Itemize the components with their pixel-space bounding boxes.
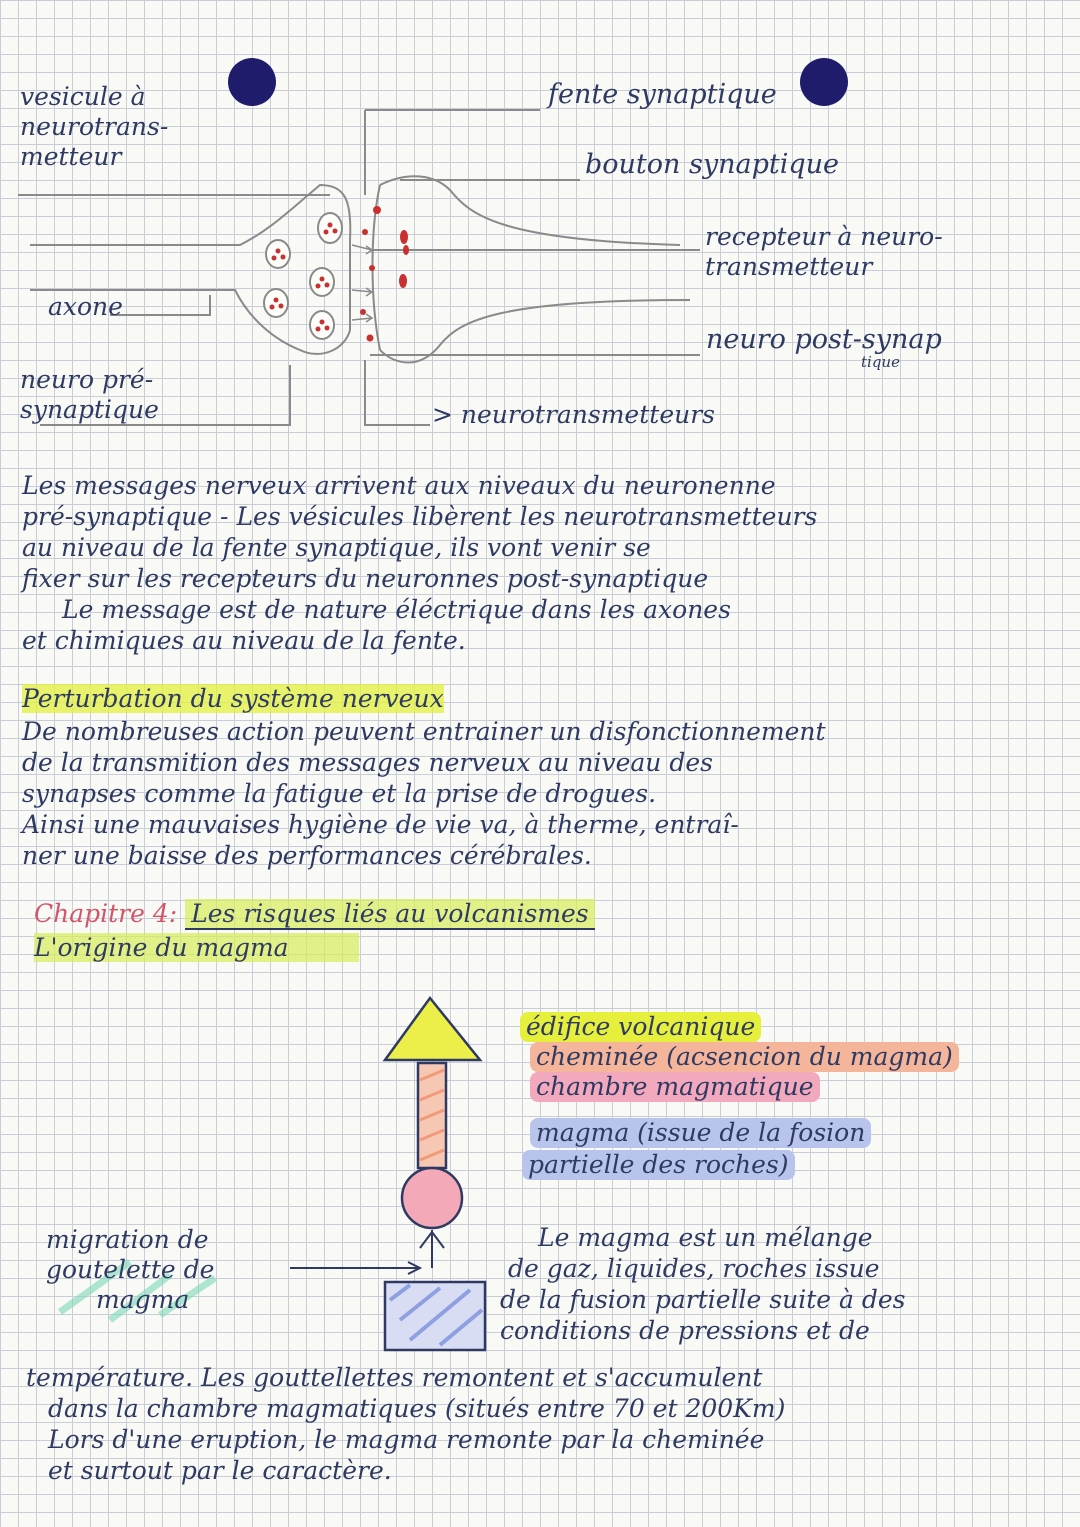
paragraph-magma-eruption: température. Les gouttellettes remontent et s'accumulent dans la chambre magmatiques (situés entre 70 et 200Km) Lors d'une eruption, le magma remonte par la cheminée et surtout par le caractère. [26, 1363, 786, 1485]
paragraph-messages: Les messages nerveux arrivent aux niveaux du neuronenne pré-synaptique - Les vésicules libèrent les neurotransmetteurs au niveau de la fente synaptique, ils vont venir se fixer sur les recepteurs du neuronnes post-synaptique Le message est de nature éléctrique dans les axones et chimiques au niveau de la fente. [22, 471, 818, 655]
label-receptor: recepteur à neuro- transmetteur [705, 222, 943, 281]
label-pre-neuron: neuro pré- synaptique [20, 365, 159, 424]
label-migration: migration de goutelette de magma [46, 1225, 215, 1314]
legend-magma-chamber: chambre magmatique [530, 1072, 820, 1102]
legend-magma: magma (issue de la fosion [530, 1118, 871, 1148]
legend-chimney: cheminée (acsencion du magma) [530, 1042, 959, 1072]
legend-magma-cont: partielle des roches) [522, 1150, 795, 1180]
heading-perturbation: Perturbation du système nerveux [22, 684, 444, 713]
label-post-neuron: neuro post-synap tique [706, 324, 942, 371]
label-vesicle: vesicule à neurotrans- metteur [20, 82, 169, 171]
label-synaptic-button: bouton synaptique [585, 149, 840, 180]
label-synaptic-cleft: fente synaptique [548, 79, 777, 110]
legend-volcanic-edifice: édifice volcanique [520, 1012, 761, 1042]
subheading-magma-origin: L'origine du magma [34, 932, 359, 963]
chapter-heading: Chapitre 4: Les risques liés au volcanismes [34, 898, 595, 929]
paragraph-magma-definition: Le magma est un mélange de gaz, liquides, roches issue de la fusion partielle suite à des conditions de pressions et de [500, 1223, 906, 1345]
paragraph-perturbation: De nombreuses action peuvent entrainer un disfonctionnement de la transmition des messages nerveux au niveau des synapses comme la fatigue et la prise de drogues. Ainsi une mauvaises hygiène de vie va, à therme, entraî- ner une baisse des performances cérébrales. [22, 717, 826, 870]
label-neurotransmitters: > neurotransmetteurs [432, 400, 715, 429]
label-axon: axone [48, 292, 123, 321]
